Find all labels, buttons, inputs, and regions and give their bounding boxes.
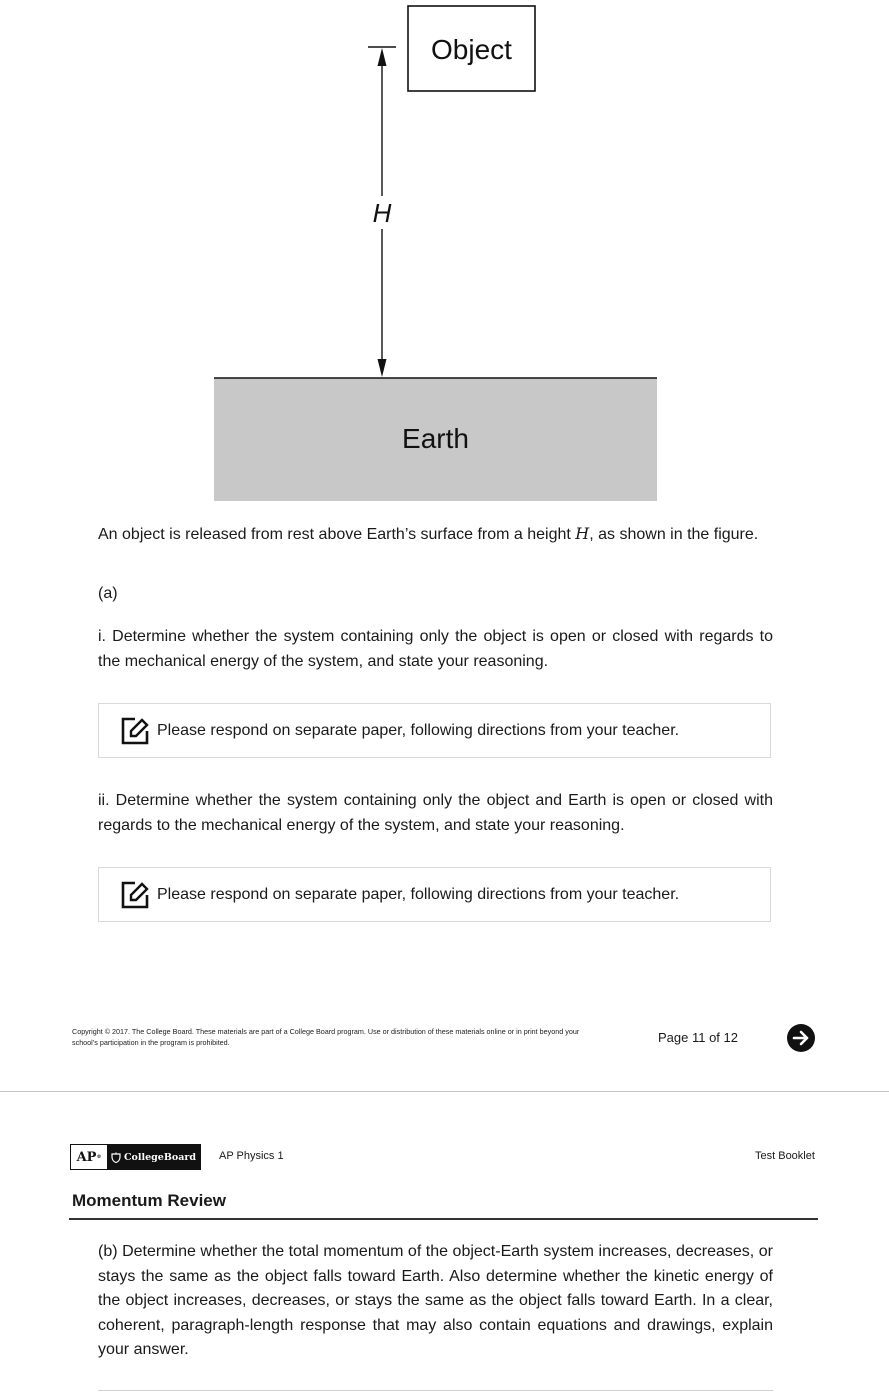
object-earth-figure bbox=[0, 0, 889, 505]
response-prompt-ii: Please respond on separate paper, following directions from your teacher. bbox=[157, 885, 680, 903]
intro-text bbox=[98, 522, 773, 548]
height-arrow-head-down bbox=[378, 359, 387, 377]
section-title: Momentum Review bbox=[72, 1191, 226, 1210]
page-divider bbox=[0, 1091, 889, 1092]
intro-variable: H bbox=[575, 524, 590, 543]
question-i: i. Determine whether the system containing only the object is open or closed with regards to the mechanical energy of the system, and state your reasoning. bbox=[98, 628, 773, 670]
earth-label: Earth bbox=[402, 423, 469, 454]
question-b: (b) Determine whether the total momentum of the object-Earth system increases, decreases, or stays the same as the object falls toward Earth. Also determine whether the kinetic energy of the object increases, decreases, or stays the same as the object falls toward Earth. In a clear, coherent, paragraph-length response that may also contain equations and drawings, explain your answer. bbox=[98, 1243, 773, 1358]
collegeboard-logo-text: CollegeBoard bbox=[123, 1151, 196, 1163]
section-rule bbox=[69, 1218, 818, 1220]
question-ii: ii. Determine whether the system containing only the object and Earth is open or closed with regards to the mechanical energy of the system, and state your reasoning. bbox=[98, 792, 773, 834]
ap-logo-mark: AP ® bbox=[76, 1149, 102, 1165]
response-prompt-i: Please respond on separate paper, following directions from your teacher. bbox=[157, 721, 680, 739]
object-label: Object bbox=[431, 34, 512, 65]
intro-text-after: , as shown in the figure. bbox=[589, 526, 759, 543]
ap-collegeboard-logo bbox=[70, 1144, 201, 1170]
height-label: H bbox=[372, 198, 392, 228]
collegeboard-logo-mark bbox=[107, 1145, 200, 1169]
copyright-notice: Copyright © 2017. The College Board. These materials are part of a College Board program. Use or distribution of these materials online or in print beyond your school’s participation in the program is prohibited. bbox=[72, 1027, 580, 1047]
acorn-icon bbox=[111, 1152, 121, 1163]
response-box-i[interactable] bbox=[98, 703, 771, 758]
next-page-button[interactable] bbox=[787, 1024, 815, 1052]
arrow-right-icon bbox=[787, 1024, 815, 1052]
ap-logo-text: AP bbox=[76, 1149, 97, 1165]
response-box-ii[interactable] bbox=[98, 867, 771, 922]
intro-text-before: An object is released from rest above Earth’s surface from a height bbox=[98, 526, 576, 543]
bottom-divider bbox=[98, 1390, 773, 1391]
edit-icon bbox=[121, 717, 149, 745]
booklet-label: Test Booklet bbox=[755, 1150, 815, 1162]
course-name: AP Physics 1 bbox=[219, 1150, 284, 1162]
height-arrow-head-up bbox=[378, 48, 387, 66]
edit-icon bbox=[121, 881, 149, 909]
page-number: Page 11 of 12 bbox=[658, 1030, 738, 1045]
part-a-label: (a) bbox=[98, 585, 118, 602]
